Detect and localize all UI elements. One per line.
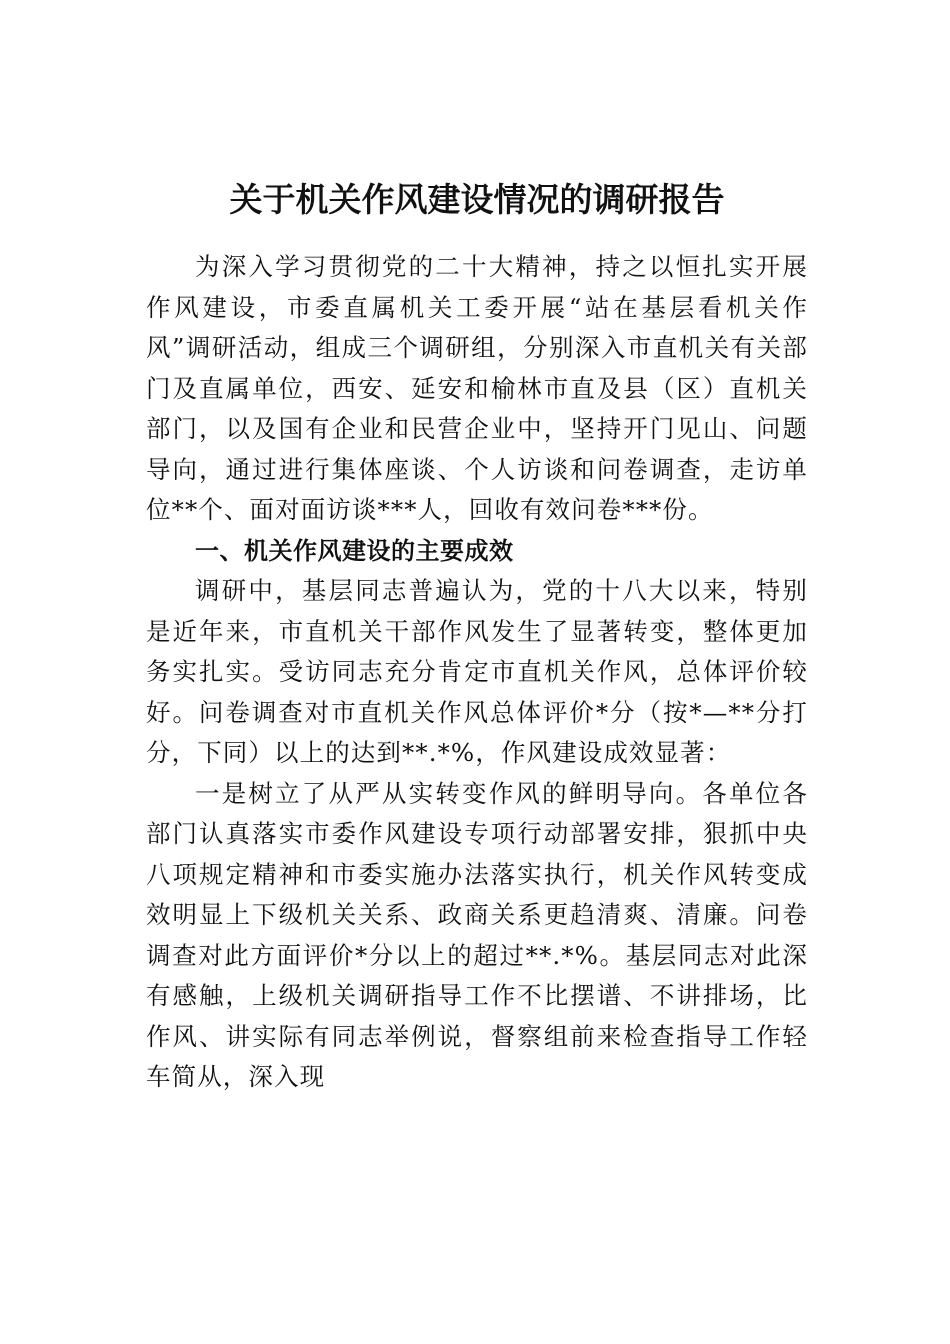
document-page bbox=[146, 170, 808, 1098]
intro-paragraph: 为深入学习贯彻党的二十大精神，持之以恒扎实开展作风建设，市委直属机关工委开展“站在基层看机关作风”调研活动，组成三个调研组，分别深入市直机关有关部门及直属单位，西安、延安和榆林市直及县（区）直机关部门，以及国有企业和民营企业中，坚持开门见山、问题导向，通过进行集体座谈、个人访谈和问卷调查，走访单位**个、面对面访谈***人，回收有效问卷***份。 bbox=[146, 252, 808, 524]
section-heading: 一、机关作风建设的主要成效 bbox=[195, 536, 514, 565]
body-paragraph: 一是树立了从严从实转变作风的鲜明导向。各单位各部门认真落实市委作风建设专项行动部署安排，狠抓中央八项规定精神和市委实施办法落实执行，机关作风转变成效明显上下级机关关系、政商关系更趋清爽、清廉。问卷调查对此方面评价*分以上的超过**.*%。基层同志对此深有感触，上级机关调研指导工作不比摆谱、不讲排场，比作风、讲实际有同志举例说，督察组前来检查指导工作轻车简从，深入现 bbox=[146, 778, 808, 1091]
document-title: 关于机关作风建设情况的调研报告 bbox=[229, 180, 725, 219]
body-paragraph: 调研中，基层同志普遍认为，党的十八大以来，特别是近年来，市直机关干部作风发生了显著转变，整体更加务实扎实。受访同志充分肯定市直机关作风，总体评价较好。问卷调查对市直机关作风总体评价*分（按*—**分打分，下同）以上的达到**.*%，作风建设成效显著： bbox=[146, 576, 808, 767]
